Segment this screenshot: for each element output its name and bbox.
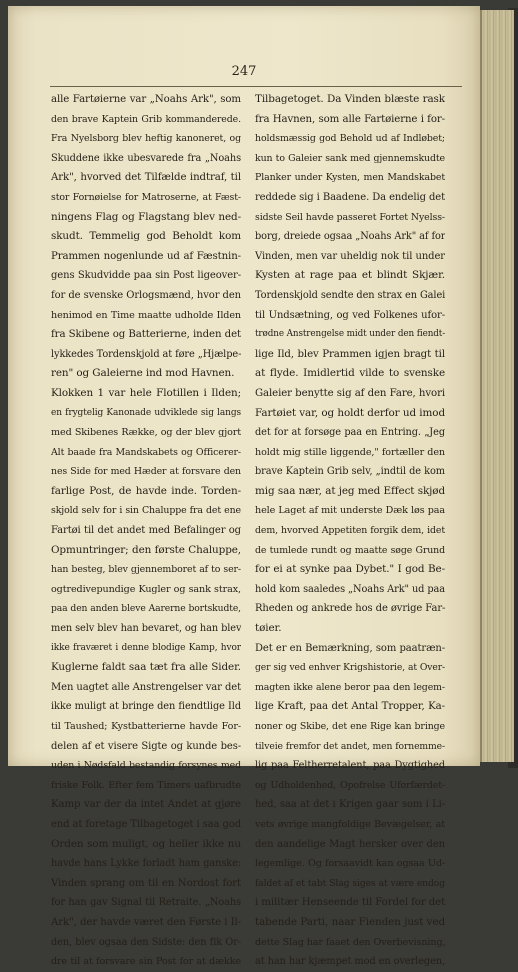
text-line: ger sig ved enhver Krigshistorie, at Over- xyxy=(255,662,445,674)
text-line: at flyde. Imidlertid vilde to svenske xyxy=(255,367,445,380)
text-line: lykkedes Tordenskjold at føre „Hjælpe- xyxy=(51,348,241,360)
text-line: dem, hvorved Appetiten forgik dem, idet xyxy=(255,525,445,537)
text-line: hele Laget af mit underste Dæk løs paa xyxy=(255,505,445,517)
text-line: for han gav Signal til Retraite. „Noahs xyxy=(51,897,241,909)
text-line: lige Kraft, paa det Antal Tropper, Ka- xyxy=(255,701,445,713)
text-line: Alt baade fra Mandskabets og Officerer- xyxy=(51,446,241,458)
text-line: Ark", hvorved det Tilfælde indtraf, til xyxy=(51,172,241,184)
text-line: reddede sig i Baadene. Da endelig det xyxy=(255,191,445,203)
text-line: Kuglerne faldt saa tæt fra alle Sider. xyxy=(51,661,241,674)
text-line: Opmuntringer; den første Chaluppe, xyxy=(51,543,241,556)
text-line: Kamp var der da intet Andet at gjøre xyxy=(51,799,241,811)
text-line: Tilbagetoget. Da Vinden blæste rask xyxy=(255,93,445,105)
text-line: til Taushed; Kystbatterierne havde For- xyxy=(51,721,241,732)
text-line: mig saa nær, at jeg med Effect skjød xyxy=(255,484,445,497)
text-line: men selv blev han bevaret, og han blev xyxy=(51,623,241,635)
text-line: holdt mig stille liggende," fortæller den xyxy=(255,446,445,458)
text-line: skjold selv for i sin Chaluppe fra det ene xyxy=(51,505,241,517)
text-line: farlige Post, de havde inde. Torden- xyxy=(51,484,241,497)
text-line: den brave Kaptein Grib kommanderede. xyxy=(51,113,241,125)
text-line: dette Slag har faaet den Overbevisning, xyxy=(255,936,445,948)
text-line: hed, saa at det i Krigen gaar som i Li- xyxy=(255,799,445,811)
text-line: Skuddene ikke ubesvarede fra „Noahs xyxy=(51,152,241,164)
text-line: Klokken 1 var hele Flotillen i Ilden; xyxy=(51,386,241,399)
text-line: lige Ild, blev Prammen igjen bragt til xyxy=(255,348,445,360)
text-line: Kysten at rage paa et blindt Skjær. xyxy=(255,269,445,282)
text-line: ikke fraværet i denne blodige Kamp, hvor xyxy=(51,642,241,653)
text-line: paa den anden bleve Aarerne bortskudte, xyxy=(51,603,241,615)
text-line: Rheden og ankrede hos de øvrige Far- xyxy=(255,603,445,615)
text-line: Vinden sprang om til en Nordost fort xyxy=(51,877,241,889)
text-line: Planker under Kysten, men Mandskabet xyxy=(255,172,445,184)
text-line: uden i Nødsfald bestandig forsynes med xyxy=(51,760,241,772)
text-line: skudt. Temmelig god Beholdt kom xyxy=(51,230,241,243)
text-line: legemlige. Og forsaavidt kan ogsaa Ud- xyxy=(255,858,445,870)
text-line: Det er en Bemærkning, som paatræn- xyxy=(255,642,445,654)
text-line: end at foretage Tilbagetoget i saa god xyxy=(51,818,241,830)
text-line: og Udholdenhed, Opofrelse Uforfærdet- xyxy=(255,779,445,791)
text-line: magten ikke alene beror paa den legem- xyxy=(255,681,445,693)
text-line: Vinden, men var uheldig nok til under xyxy=(255,250,445,262)
text-line: Orden som muligt, og heller ikke nu xyxy=(51,837,241,850)
text-line: ren" og Galeierne ind mod Havnen. xyxy=(51,367,235,380)
text-line: alle Fartøierne var „Noahs Ark", som xyxy=(51,94,241,105)
text-line: for ei at synke paa Dybet." I god Be- xyxy=(255,563,445,576)
text-line: gens Skudvidde paa sin Post ligeover- xyxy=(51,270,241,282)
text-line: til Undsætning, og ved Folkenes ufor- xyxy=(255,309,445,321)
text-line: havde hans Lykke forladt ham ganske: xyxy=(51,858,241,870)
text-line: han besteg, blev gjennemboret af to ser- xyxy=(51,564,241,576)
text-line: noner og Skibe, det ene Rige kan bringe xyxy=(255,721,445,732)
text-line: borg, dreiede ogsaa „Noahs Ark" af for xyxy=(255,231,445,243)
text-line: fra Havnen, som alle Fartøierne i for- xyxy=(255,113,445,125)
text-line: faldet af et tabt Slag siges at være endog xyxy=(255,877,445,889)
text-line: Ark", der havde været den Første i Il- xyxy=(51,916,241,928)
text-line: fra Skibene og Batterierne, inden det xyxy=(51,329,241,341)
text-line: tilveie fremfor det andet, men fornemme- xyxy=(255,740,445,752)
text-line: Prammen nogenlunde ud af Fæstnin- xyxy=(51,250,241,262)
text-line: for de svenske Orlogsmænd, hvor den xyxy=(51,289,241,301)
text-line: de tumlede rundt og maatte søge Grund xyxy=(255,544,445,556)
page-edges xyxy=(480,10,514,762)
text-line: sidste Seil havde passeret Fortet Nyelss- xyxy=(255,211,445,223)
text-line: friske Folk. Efter fem Timers uafbrudte xyxy=(51,779,241,791)
text-line: stor Fornøielse for Matroserne, at Fæst- xyxy=(51,191,241,203)
text-line: trødne Anstrengelse midt under den fiendt- xyxy=(255,329,445,340)
text-line: hold kom saaledes „Noahs Ark" ud paa xyxy=(255,583,445,595)
text-line: delen af et visere Sigte og kunde bes- xyxy=(51,740,241,752)
book-page xyxy=(8,6,480,968)
text-line: det for at forsøge paa en Entring. „Jeg xyxy=(255,427,445,439)
text-line: den, blev ogsaa den Sidste: den fik Or- xyxy=(51,936,241,948)
left-text-column xyxy=(51,90,241,972)
page-number: 247 xyxy=(231,64,257,79)
text-line: vets øvrige mangfoldige Bevægelser, at xyxy=(255,818,445,830)
header-rule xyxy=(50,86,462,87)
text-line: Fartøiet var, og holdt derfor ud imod xyxy=(255,406,445,419)
text-line: ikke muligt at bringe den fiendtlige Ild xyxy=(51,701,241,713)
text-line: brave Kaptein Grib selv, „indtil de kom xyxy=(255,466,445,478)
text-line: Galeier benytte sig af den Fare, hvori xyxy=(255,387,445,399)
text-line: en frygtelig Kanonade udviklede sig langs xyxy=(51,407,241,418)
text-line: holdsmæssig god Behold ud af Indløbet; xyxy=(255,133,445,145)
text-line: den aandelige Magt hersker over den xyxy=(255,838,445,850)
text-line: kun to Galeier sank med gjennemskudte xyxy=(255,152,445,164)
text-line: ogtredivepundige Kugler og sank strax, xyxy=(51,583,241,595)
text-line: med Skibenes Række, og der blev gjort xyxy=(51,427,241,439)
text-line: Men uagtet alle Anstrengelser var det xyxy=(51,681,241,693)
text-line: at han har kjæmpet mod en overlegen, xyxy=(255,956,445,968)
text-line: Tordenskjold sendte den strax en Galei xyxy=(255,289,445,301)
text-line: Fra Nyelsborg blev heftig kanoneret, og xyxy=(51,133,241,145)
text-line: ningens Flag og Flagstang blev ned- xyxy=(51,210,241,223)
text-line: tabende Parti, naar Fienden just ved xyxy=(255,915,445,928)
text-line: dre til at forsvare sin Post for at dække xyxy=(51,956,241,968)
text-line: henimod en Time maatte udholde Ilden xyxy=(51,309,241,321)
text-line: nes Side for med Hæder at forsvare den xyxy=(51,466,241,478)
text-line: Fartøi til det andet med Befalinger og xyxy=(51,525,241,537)
right-text-column xyxy=(255,90,445,972)
text-line: lig paa Feltherretalent, paa Dygtighed xyxy=(255,760,445,772)
text-line: tøier. xyxy=(255,622,282,635)
text-line: i militær Henseende til Fordel for det xyxy=(255,897,445,909)
